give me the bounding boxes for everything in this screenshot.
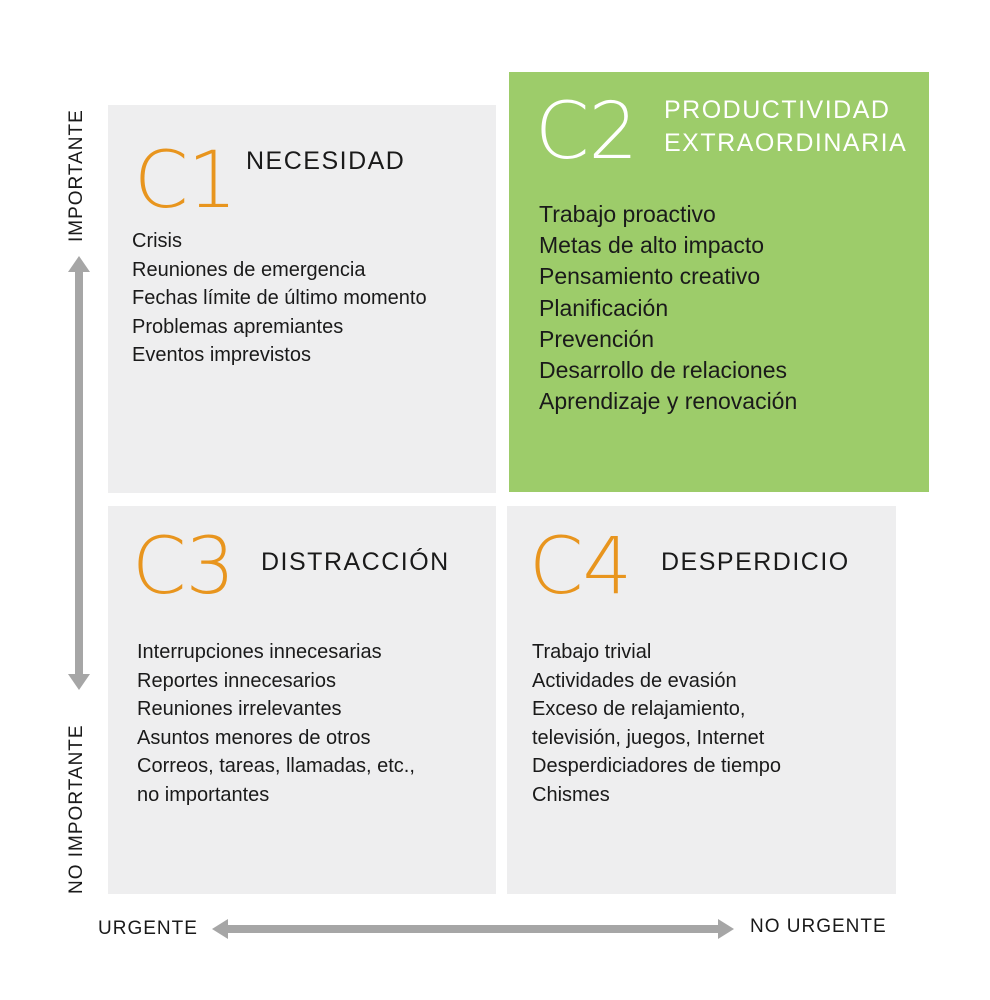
quadrant-title: NECESIDAD [246, 147, 406, 175]
quadrant-code: C1 [134, 136, 237, 226]
quadrant-title: DESPERDICIO [661, 548, 850, 576]
list-item: Desperdiciadores de tiempo [532, 755, 782, 778]
axis-label-urgent: URGENTE [98, 918, 198, 939]
quadrant-item-list [137, 638, 415, 810]
list-item: Crisis [132, 230, 182, 252]
list-item: televisión, juegos, Internet [532, 726, 765, 749]
vertical-double-arrow-icon [66, 256, 92, 690]
list-item: Eventos imprevistos [132, 344, 311, 367]
list-item: Fechas límite de último momento [132, 287, 427, 310]
list-item: Planificación [539, 294, 669, 321]
axis-label-not-urgent: NO URGENTE [750, 916, 887, 937]
list-item: Asuntos menores de otros [137, 726, 371, 749]
list-item: Aprendizaje y renovación [539, 388, 798, 415]
list-item: Correos, tareas, llamadas, etc., [137, 755, 415, 778]
list-item: Exceso de relajamiento, [532, 698, 746, 721]
quadrant-c3 [108, 506, 496, 894]
quadrant-item-list [132, 227, 427, 370]
quadrant-c2 [509, 72, 929, 492]
quadrant-code: C4 [529, 522, 632, 612]
list-item: Chismes [532, 783, 610, 806]
quadrant-title-line-2: EXTRAORDINARIA [664, 129, 908, 157]
list-item: Problemas apremiantes [132, 315, 344, 338]
list-item: Reportes innecesarios [137, 669, 336, 692]
list-item: Actividades de evasión [532, 669, 737, 692]
quadrant-title: DISTRACCIÓN [261, 548, 450, 576]
axis-label-important: IMPORTANTE [66, 109, 87, 242]
list-item: Desarrollo de relaciones [539, 357, 788, 384]
quadrant-title-line-1: PRODUCTIVIDAD [664, 96, 891, 124]
list-item: Reuniones de emergencia [132, 258, 366, 281]
quadrant-code: C3 [132, 522, 235, 612]
horizontal-double-arrow-icon [212, 917, 734, 941]
list-item: Reuniones irrelevantes [137, 698, 342, 721]
list-item: no importantes [137, 783, 270, 806]
list-item: Prevención [539, 325, 655, 352]
quadrant-item-list [539, 199, 797, 417]
list-item: Trabajo trivial [532, 641, 652, 663]
list-item: Metas de alto impacto [539, 232, 765, 259]
list-item: Trabajo proactivo [539, 201, 716, 227]
quadrant-c1 [108, 105, 496, 493]
axis-label-not-important: NO IMPORTANTE [66, 724, 87, 894]
quadrant-c4 [507, 506, 896, 894]
quadrant-item-list [532, 638, 781, 810]
quadrant-code: C2 [535, 87, 638, 177]
list-item: Pensamiento creativo [539, 263, 761, 290]
list-item: Interrupciones innecesarias [137, 641, 382, 663]
